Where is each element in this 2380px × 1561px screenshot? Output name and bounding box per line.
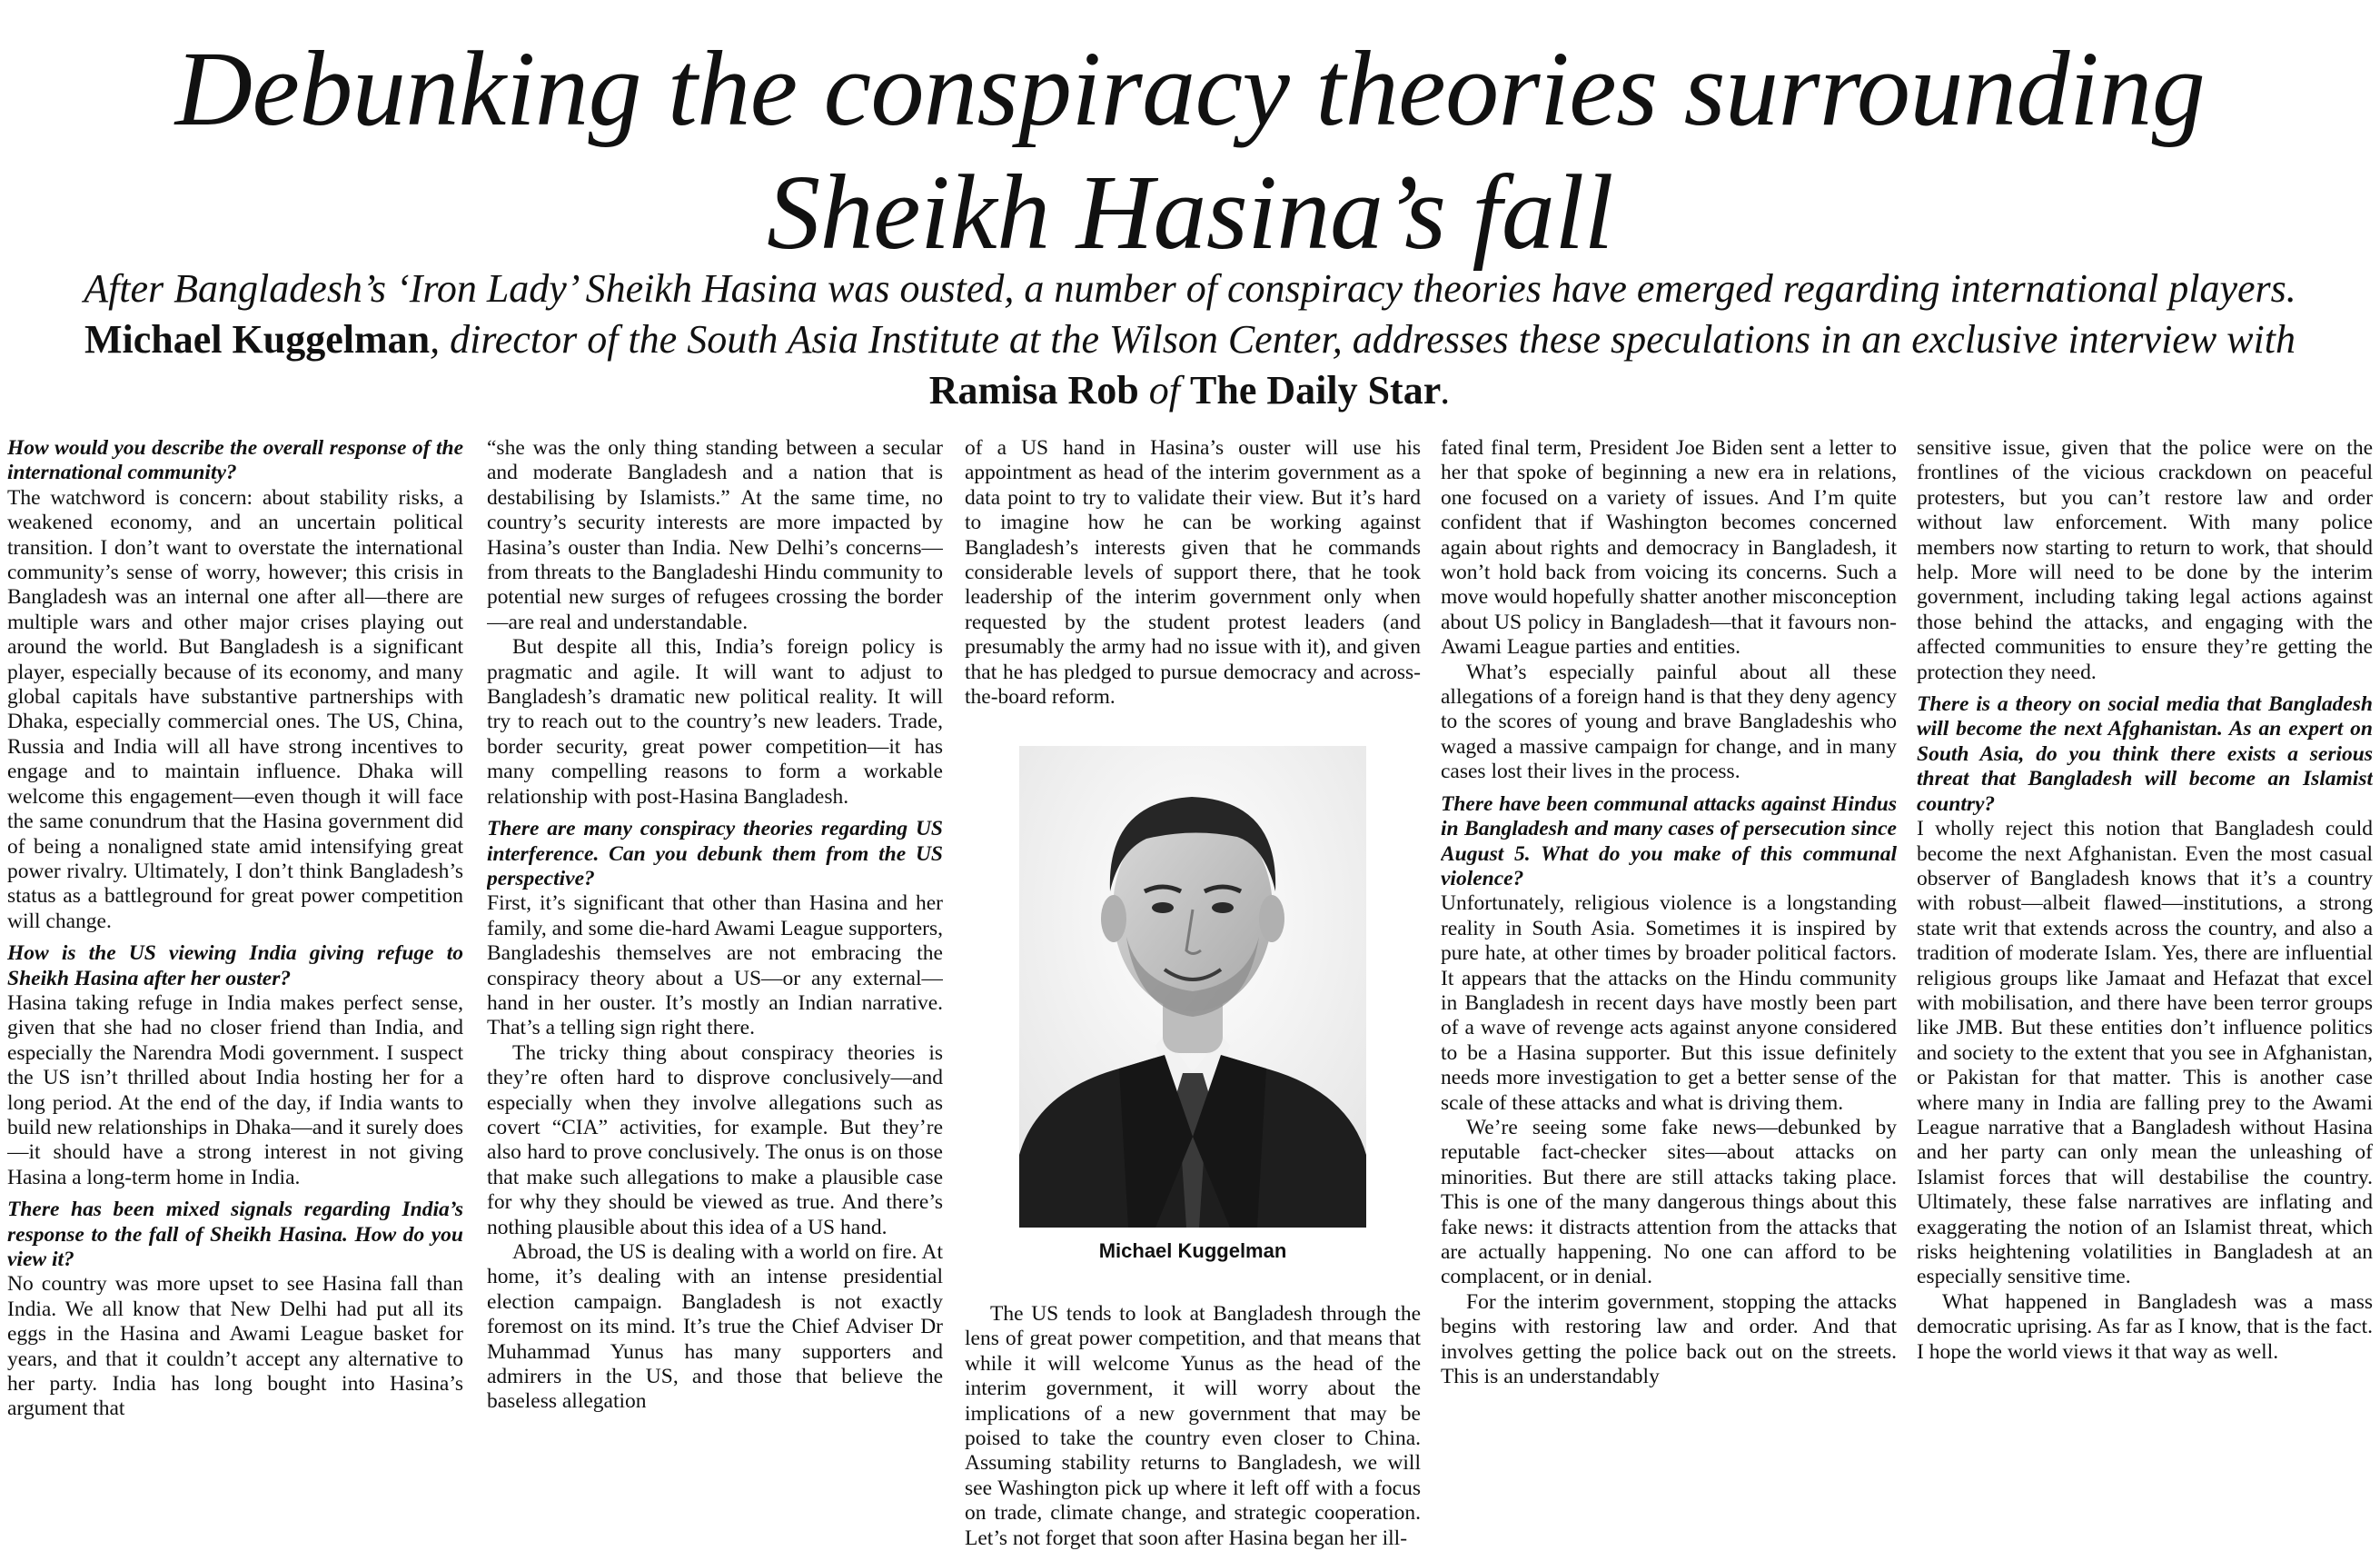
standfirst xyxy=(73,263,2307,416)
answer-paragraph: fated final term, President Joe Biden sent a letter to her that spoke of beginning a new era in relations, one focused on a variety of issues. And I’m quite confident that if Washington becomes concerned again about rights and democracy in Bangladesh, it won’t hold back from voicing its concerns. Such a move would hopefully shatter another misconception about US policy in Bangladesh—that it favours non-Awami League parties and entities. xyxy=(1441,436,1897,660)
column-1 xyxy=(7,436,463,1556)
answer-paragraph: Hasina taking refuge in India makes perfect sense, given that she had no closer friend than India, and especially the Narendra Modi government. I suspect the US isn’t thrilled about India hosting her for a long period. At the end of the day, if India wants to build new relationships in Dhaka—and it surely does—it should have a strong interest in not giving Hasina a long-term home in India. xyxy=(7,990,463,1189)
column-3 xyxy=(965,436,1421,1556)
question: How would you describe the overall response of the international community? xyxy=(7,436,463,485)
question: How is the US viewing India giving refuge to Sheikh Hasina after her ouster? xyxy=(7,941,463,990)
standfirst-text-1: After Bangladesh’s ‘Iron Lady’ Sheikh Hasina was ousted, a number of conspiracy theories have emerged regarding international players. xyxy=(84,266,2296,311)
answer-paragraph: I wholly reject this notion that Bangladesh could become the next Afghanistan. Even the most casual observer of Bangladesh knows that it’s a country with robust—albeit flawed—institutions, a strong state writ that extends across the country, and also a tradition of moderate Islam. Yes, there are influential religious groups like Jamaat and Hefazat that excel with mobilisation, and there have been terror groups like JMB. But these entities don’t influence politics and society to the extent that you see in Afghanistan, or Pakistan for that matter. This is another case where many in India are falling prey to the Awami League narrative that a Bangladesh without Hasina and her party can only mean the unleashing of Islamist forces that will destabilise the country. Ultimately, these false narratives are inflating and exaggerating the notion of an Islamist threat, which risks heightening volatilities in Bangladesh at an especially sensitive time. xyxy=(1917,817,2373,1289)
ear-right xyxy=(1259,895,1284,942)
headline xyxy=(0,27,2380,274)
column-5 xyxy=(1917,436,2373,1556)
question: There has been mixed signals regarding India’s response to the fall of Sheikh Hasina. How do you view it? xyxy=(7,1198,463,1271)
answer-paragraph: of a US hand in Hasina’s ouster will use his appointment as head of the interim government as a data point to try to validate their view. But it’s hard to imagine how he can be working against Bangladesh’s interests given that he commands considerable levels of support there, that he took leadership of the interim government only when requested by the student protest leaders (and presumably the army had no issue with it), and given that he has pledged to pursue democracy and across-the-board reform. xyxy=(965,436,1421,710)
answer-paragraph: The tricky thing about conspiracy theories is they’re often hard to disprove conclusively—and especially when they involve allegations such as covert “CIA” activities, for example. But they’re also hard to prove conclusively. The onus is on those that make such allegations to make a plausible case for why they should be viewed as true. And there’s nothing plausible about this idea of a US hand. xyxy=(487,1040,943,1239)
answer-paragraph: Unfortunately, religious violence is a longstanding reality in South Asia. Sometimes it is inspired by pure hate, at other times by broader political factors. It appears that the attacks on the Hindu community in Bangladesh in recent days have mostly been part of a wave of revenge acts against anyone considered to be a Hasina supporter. But this issue definitely needs more investigation to get a better sense of the scale of these attacks and what is driving them. xyxy=(1441,891,1897,1115)
eye-right xyxy=(1212,902,1234,913)
answer-paragraph: What happened in Bangladesh was a mass democratic uprising. As far as I know, that is the fact. I hope the world views it that way as well. xyxy=(1917,1289,2373,1364)
interviewee-name: Michael Kuggelman xyxy=(84,317,431,362)
column-2 xyxy=(487,436,943,1556)
answer-paragraph: What’s especially painful about all these allegations of a foreign hand is that they deny agency to the scores of young and brave Bangladeshis who waged a massive campaign for change, and in many cases lost their lives in the process. xyxy=(1441,660,1897,784)
answer-paragraph: The watchword is concern: about stability risks, a weakened economy, and an uncertain political transition. I don’t want to overstate the international community’s sense of worry, however; this crisis in Bangladesh was an internal one after all—there are multiple wars and other major crises playing out around the world. But Bangladesh is a significant player, especially because of its economy, and many global capitals have substantive partnerships with Dhaka, especially commercial ones. The US, China, Russia and India will all have strong incentives to engage and to maintain influence. Dhaka will welcome this engagement—even though it will face the same conundrum that the Hasina government did of being a nonaligned state amid intensifying great power rivalry. Ultimately, I don’t think Bangladesh’s status as a battleground for great power competition will change. xyxy=(7,485,463,933)
answer-paragraph: Abroad, the US is dealing with a world on fire. At home, it’s dealing with an intense presidential election campaign. Bangladesh is not exactly foremost on its mind. It’s true the Chief Adviser Dr Muhammad Yunus has many supporters and admirers in the US, and those that believe the baseless allegation xyxy=(487,1240,943,1414)
answer-paragraph: The US tends to look at Bangladesh through the lens of great power competition, and that means that while it will welcome Yunus as the head of the interim government, it will worry about the implications of a new government that may be poised to take the country even closer to China. Assuming stability returns to Bangladesh, we will see Washington pick up where it left off with a focus on trade, climate change, and strategic cooperation. Let’s not forget that soon after Hasina began her ill- xyxy=(965,1301,1421,1550)
photo-caption: Michael Kuggelman xyxy=(1098,1239,1287,1263)
standfirst-text-4: . xyxy=(1441,368,1452,413)
headline-line-2: Sheikh Hasina’s fall xyxy=(767,153,1613,272)
answer-paragraph: No country was more upset to see Hasina fall than India. We all know that New Delhi had put all its eggs in the Hasina and Awami League basket for years, and that it couldn’t accept any alternative to her party. India has long bought into Hasina’s argument that xyxy=(7,1272,463,1421)
answer-paragraph: We’re seeing some fake news—debunked by reputable fact-checker sites—about attacks on minorities. But there are still attacks taking place. This is one of the many dangerous things about this fake news: it distracts attention from the attacks that are actually happening. No one can afford to be complacent, or in denial. xyxy=(1441,1115,1897,1289)
question: There is a theory on social media that Bangladesh will become the next Afghanistan. As an expert on South Asia, do you think there exists a serious threat that Bangladesh will become an Islamist country? xyxy=(1917,692,2373,816)
answer-paragraph: “she was the only thing standing between a secular and moderate Bangladesh and a nation that is destabilising by Islamists.” At the same time, no country’s security interests are more impacted by Hasina’s ouster than India. New Delhi’s concerns—from threats to the Bangladeshi Hindu community to potential new surges of refugees crossing the border—are real and understandable. xyxy=(487,436,943,634)
answer-paragraph: First, it’s significant that other than Hasina and her family, and some die-hard Awami League supporters, Bangladeshis themselves are not embracing the conspiracy theory about a US—or any external—hand in her ouster. It’s mostly an Indian narrative. That’s a telling sign right there. xyxy=(487,891,943,1040)
standfirst-text-3: of xyxy=(1138,368,1191,413)
headline-line-1: Debunking the conspiracy theories surrounding xyxy=(174,29,2206,148)
question: There are many conspiracy theories regarding US interference. Can you debunk them from the US perspective? xyxy=(487,817,943,890)
portrait-photo xyxy=(1019,746,1366,1228)
interviewer-name: Ramisa Rob xyxy=(928,368,1139,413)
standfirst-text-2: , director of the South Asia Institute at the Wilson Center, addresses these speculations in an exclusive interview with xyxy=(430,317,2296,362)
answer-paragraph: For the interim government, stopping the attacks begins with restoring law and order. And that involves getting the police back out on the streets. This is an understandably xyxy=(1441,1289,1897,1389)
column-4 xyxy=(1441,436,1897,1556)
eye-left xyxy=(1152,902,1174,913)
question: There have been communal attacks against Hindus in Bangladesh and many cases of persecution since August 5. What do you make of this communal violence? xyxy=(1441,791,1897,890)
answer-paragraph: But despite all this, India’s foreign policy is pragmatic and agile. It will want to adjust to Bangladesh’s dramatic new political reality. It will try to reach out to the country’s new leaders. Trade, border security, great power competition—it has many compelling reasons to form a workable relationship with post-Hasina Bangladesh. xyxy=(487,635,943,809)
ear-left xyxy=(1101,895,1126,942)
publication-name: The Daily Star xyxy=(1190,368,1442,413)
answer-paragraph: sensitive issue, given that the police were on the frontlines of the vicious crackdown on peaceful protesters, but you can’t restore law and order without law enforcement. With many police members now starting to return to work, that should help. More will need to be done by the interim government, including taking legal actions against those behind the attacks, and engaging with the affected communities to ensure they’re getting the protection they need. xyxy=(1917,436,2373,684)
